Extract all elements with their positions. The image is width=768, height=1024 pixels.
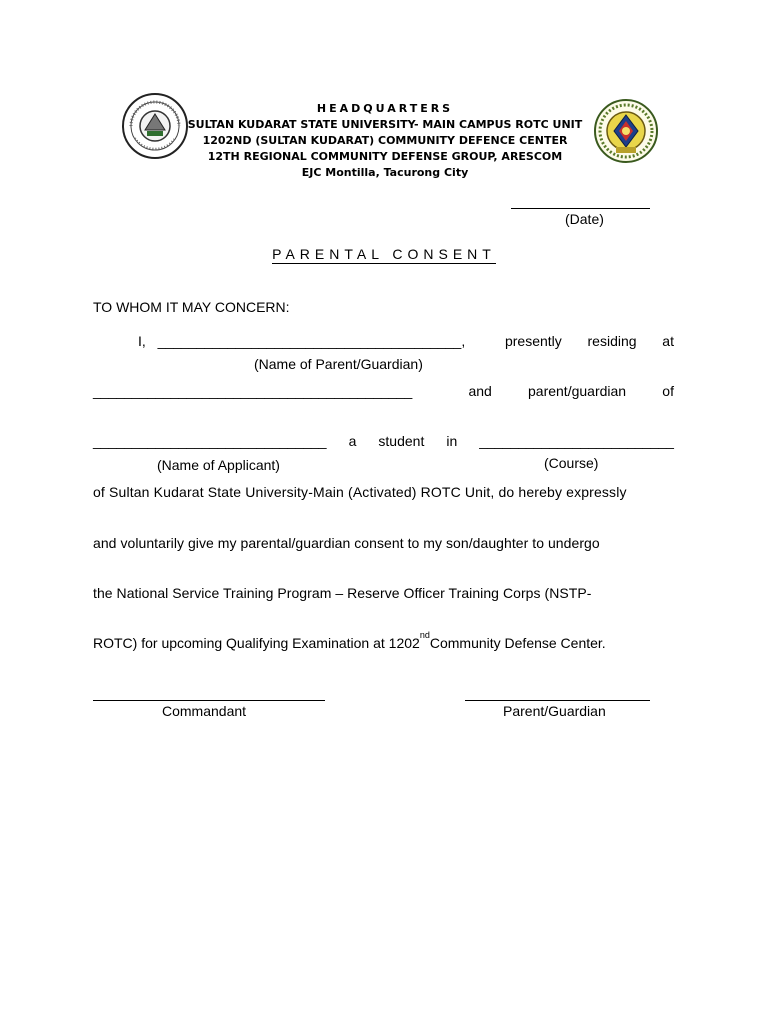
commandant-label: Commandant xyxy=(162,703,247,719)
commandant-signature-line[interactable] xyxy=(93,700,325,701)
word-and: and xyxy=(468,383,492,399)
ordinal-suffix: nd xyxy=(419,630,430,640)
paragraph-line-4-end: Community Defense Center. xyxy=(429,635,606,651)
form-title xyxy=(0,246,768,262)
date-label: (Date) xyxy=(565,211,604,227)
header-location: EJC Montilla, Tacurong City xyxy=(301,166,469,179)
header-center: 1202ND (SULTAN KUDARAT) COMMUNITY DEFENCE CENTER xyxy=(202,134,568,147)
paragraph-line-3: the National Service Training Program – Reserve Officer Training Corps (NSTP- xyxy=(93,585,592,601)
address-blank[interactable]: _________________________________________ xyxy=(93,383,413,399)
parent-name-row xyxy=(93,333,674,349)
paragraph-line-1: of Sultan Kudarat State University-Main (Activated) ROTC Unit, do hereby expressly xyxy=(93,484,627,500)
word-in: in xyxy=(446,433,458,449)
header-regional-group: 12TH REGIONAL COMMUNITY DEFENSE GROUP, ARESCOM xyxy=(207,150,563,163)
parent-name-caption: (Name of Parent/Guardian) xyxy=(254,356,423,372)
pronoun-i: I, xyxy=(138,333,146,349)
parent-signature-line[interactable] xyxy=(465,700,650,701)
word-at: at xyxy=(662,333,674,349)
word-student: student xyxy=(378,433,425,449)
form-title-text: PARENTAL CONSENT xyxy=(272,246,496,262)
course-caption: (Course) xyxy=(544,455,599,471)
applicant-name-blank[interactable]: ______________________________ xyxy=(93,433,327,449)
address-row xyxy=(93,383,674,399)
parent-guardian-label: Parent/Guardian xyxy=(503,703,606,719)
word-parent-guardian: parent/guardian xyxy=(528,383,627,399)
header-title: HEADQUARTERS xyxy=(316,102,454,115)
word-a: a xyxy=(348,433,357,449)
date-line[interactable] xyxy=(511,208,650,209)
header-university: SULTAN KUDARAT STATE UNIVERSITY- MAIN CAMPUS ROTC UNIT xyxy=(187,118,583,131)
paragraph-line-4-start: ROTC) for upcoming Qualifying Examination at 1202 xyxy=(93,635,420,651)
paragraph-line-2: and voluntarily give my parental/guardian consent to my son/daughter to undergo xyxy=(93,535,600,551)
applicant-row xyxy=(93,433,674,449)
word-of: of xyxy=(662,383,674,399)
word-presently: presently xyxy=(504,333,562,349)
parent-name-blank[interactable]: _______________________________________, xyxy=(157,333,466,349)
applicant-name-caption: (Name of Applicant) xyxy=(157,457,280,473)
course-blank[interactable]: _________________________ xyxy=(479,433,674,449)
word-residing: residing xyxy=(587,333,637,349)
salutation: TO WHOM IT MAY CONCERN: xyxy=(93,299,290,315)
paragraph-line-4 xyxy=(93,630,674,651)
